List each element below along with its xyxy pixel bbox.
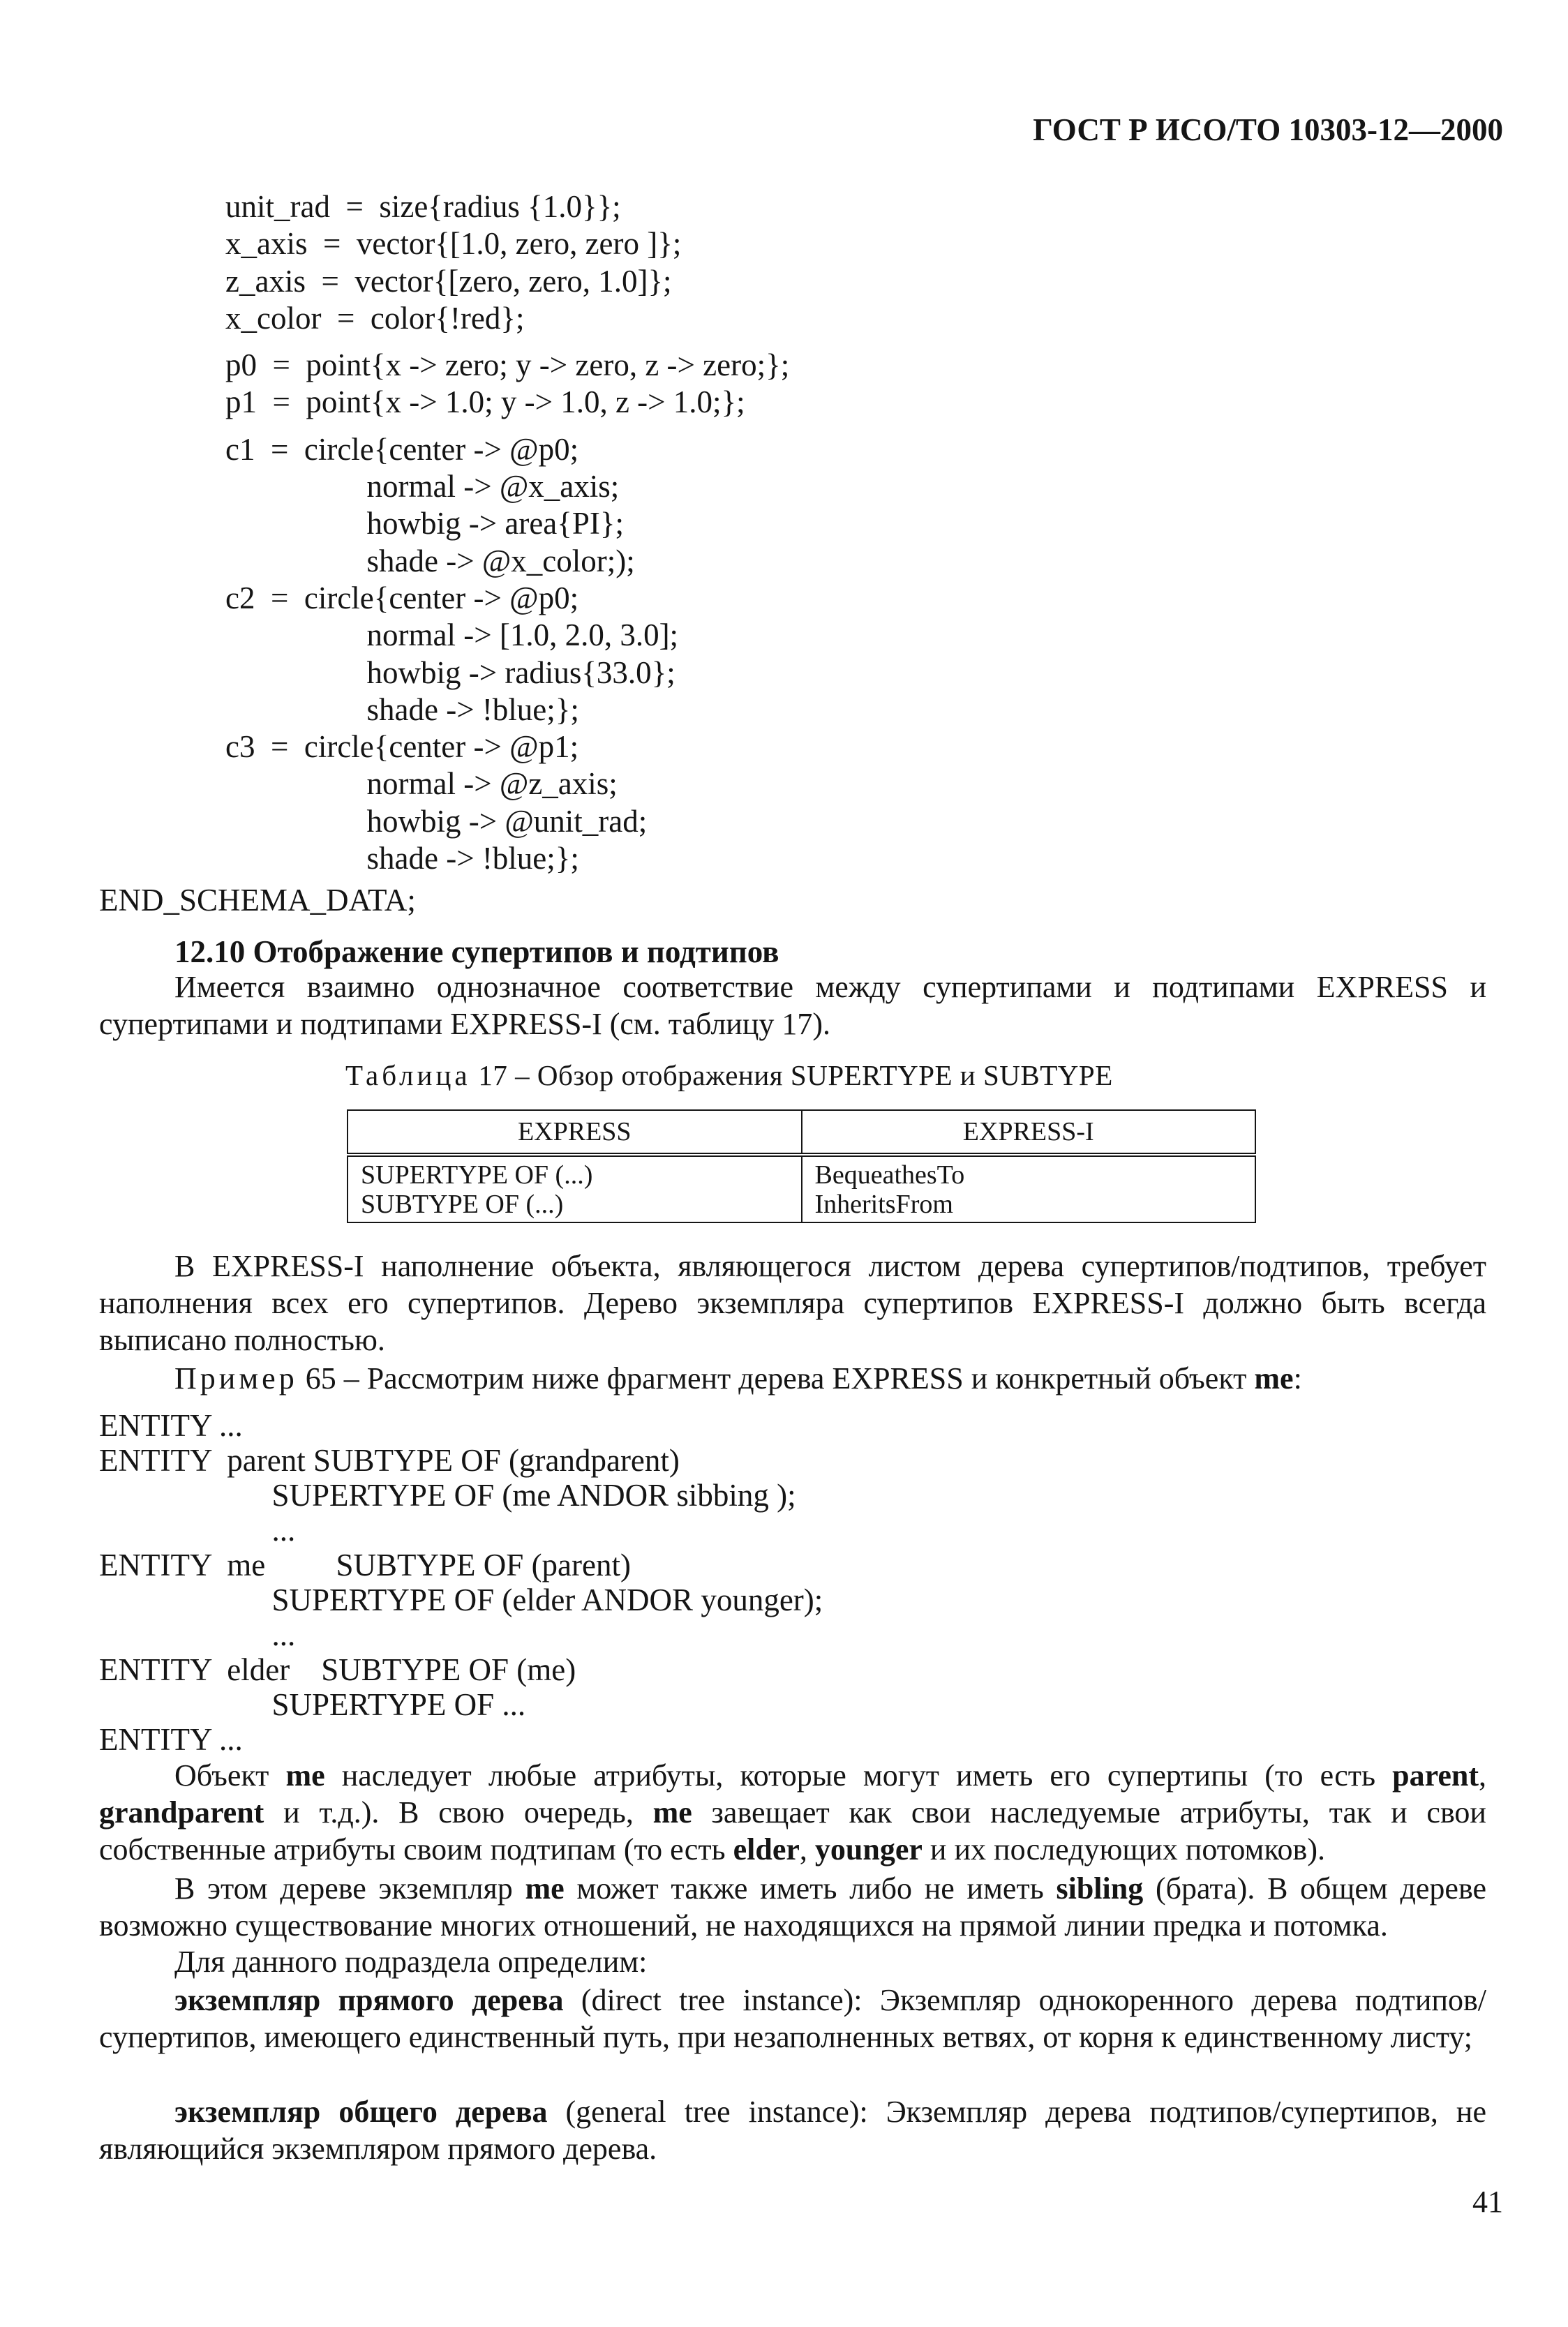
section-heading: 12.10 Отображение супертипов и подтипов: [174, 934, 779, 969]
table-row: [348, 1155, 1255, 1223]
term-me: me: [525, 1871, 565, 1906]
text: и т.д.). В свою очередь,: [264, 1795, 653, 1830]
code-line: normal -> @x_axis;: [225, 469, 620, 504]
code-line: normal -> @z_axis;: [225, 766, 618, 802]
text: ,: [1479, 1758, 1487, 1793]
page-number: 41: [1472, 2185, 1503, 2219]
definition-term: экземпляр прямого дерева: [174, 1983, 564, 2017]
table-caption: [345, 1059, 1113, 1093]
mapping-table: [347, 1109, 1256, 1223]
code-line: SUPERTYPE OF (me ANDOR sibbing );: [99, 1478, 796, 1513]
code-line: c1 = circle{center -> @p0;: [225, 431, 579, 467]
table-header-row: [348, 1110, 1255, 1155]
definition-general-tree: [99, 2093, 1486, 2167]
code-line: shade -> @x_color;);: [225, 543, 635, 578]
code-line: howbig -> area{PI};: [225, 506, 624, 541]
table-caption-prefix: Таблица: [345, 1059, 471, 1091]
text: Объект: [174, 1758, 286, 1793]
code-line: ENTITY parent SUBTYPE OF (grandparent): [99, 1443, 680, 1478]
definition-term: экземпляр общего дерева: [174, 2095, 548, 2129]
code-line: [225, 421, 789, 431]
code-line: ...: [99, 1513, 296, 1548]
term-younger: younger: [814, 1832, 923, 1867]
paragraph-sibling: [99, 1870, 1486, 1944]
term-me: me: [285, 1758, 325, 1793]
code-line: howbig -> radius{33.0};: [225, 654, 675, 690]
text: В этом дереве экземпляр: [174, 1871, 525, 1906]
example-text: 65 – Рассмотрим ниже фрагмент дерева EXPRESS и конкретный объект: [297, 1361, 1255, 1396]
term-elder: elder: [733, 1832, 800, 1867]
code-line: c3 = circle{center -> @p1;: [225, 729, 579, 765]
code-line: c2 = circle{center -> @p0;: [225, 580, 579, 615]
example-prefix: Пример: [174, 1361, 298, 1396]
paragraph-define: Для данного подраздела определим:: [174, 1945, 648, 1979]
code-line: p1 = point{x -> 1.0; y -> 1.0, z -> 1.0;};: [225, 384, 745, 420]
text: завещает как свои наследуемые атрибуты, так и свои собственные атрибуты своим подтипам (то есть: [99, 1795, 1486, 1867]
code-line: shade -> !blue;};: [225, 841, 579, 876]
code-line: ENTITY ...: [99, 1408, 243, 1443]
text: и их последующих потомков).: [922, 1832, 1325, 1867]
definition-direct-tree: [99, 1982, 1486, 2056]
example-end: :: [1293, 1361, 1302, 1396]
term-grandparent: grandparent: [99, 1795, 264, 1830]
code-line: z_axis = vector{[zero, zero, 1.0]};: [225, 263, 672, 299]
term-me: me: [652, 1795, 692, 1830]
table-cell-express: SUPERTYPE OF (...) SUBTYPE OF (...): [348, 1155, 802, 1223]
example-bold-me: me: [1254, 1361, 1294, 1396]
code-line: x_axis = vector{[1.0, zero, zero ]};: [225, 226, 682, 262]
code-block-entity-tree: [99, 1408, 823, 1757]
paragraph-after-table: В EXPRESS-I наполнение объекта, являющегося листом дерева супертипов/подтипов, требует наполнения всех его супертипов. Дерево экземпляра супертипов EXPRESS-I должно быть всегда выписано полностью.: [99, 1249, 1486, 1358]
text: может также иметь либо не иметь: [564, 1871, 1056, 1906]
code-line: SUPERTYPE OF ...: [99, 1687, 526, 1722]
example-65: [174, 1361, 1302, 1396]
code-line: ENTITY ...: [99, 1722, 243, 1757]
section-intro-paragraph: Имеется взаимно однозначное соответствие между супертипами и подтипами EXPRESS и супертипами и подтипами EXPRESS-I (см. таблицу 17).: [99, 970, 1486, 1042]
code-line: normal -> [1.0, 2.0, 3.0];: [225, 618, 679, 653]
term-sibling: sibling: [1056, 1871, 1144, 1906]
table-caption-text: 17 – Обзор отображения SUPERTYPE и SUBTYPE: [470, 1059, 1113, 1091]
text: (брата). В общем дереве возможно существование многих отношений, не находящихся на прямой линии предка и потомка.: [99, 1871, 1486, 1943]
end-schema-line: END_SCHEMA_DATA;: [99, 883, 416, 918]
code-line: ENTITY elder SUBTYPE OF (me): [99, 1652, 576, 1687]
term-parent: parent: [1392, 1758, 1479, 1793]
code-line: shade -> !blue;};: [225, 691, 579, 727]
code-line: [225, 337, 789, 347]
code-block-schema-data: [225, 188, 789, 877]
standard-id-header: ГОСТ Р ИСО/ТО 10303-12—2000: [1033, 112, 1503, 147]
code-line: p0 = point{x -> zero; y -> zero, z -> zero;};: [225, 347, 790, 383]
code-line: SUPERTYPE OF (elder ANDOR younger);: [99, 1582, 823, 1617]
definition-text: (general tree instance): Экземпляр дерева подтипов/супертипов, не являющийся экземпляром прямого дерева.: [99, 2095, 1486, 2167]
definition-text: (direct tree instance): Экземпляр однокоренного дерева подтипов/супертипов, имеющего единственный путь, при незаполненных ветвях, от корня к единственному листу;: [99, 1983, 1486, 2055]
paragraph-inheritance: [99, 1757, 1486, 1869]
code-line: howbig -> @unit_rad;: [225, 803, 648, 839]
table-header-express-i: EXPRESS-I: [802, 1110, 1256, 1155]
table-header-express: EXPRESS: [348, 1110, 802, 1155]
text: ,: [799, 1832, 815, 1867]
text: наследует любые атрибуты, которые могут иметь его супертипы (то есть: [324, 1758, 1393, 1793]
code-line: ENTITY me SUBTYPE OF (parent): [99, 1548, 631, 1582]
code-line: unit_rad = size{radius {1.0}};: [225, 189, 621, 224]
table-cell-express-i: BequeathesTo InheritsFrom: [802, 1155, 1256, 1223]
code-line: x_color = color{!red};: [225, 300, 525, 336]
code-line: ...: [99, 1617, 296, 1652]
